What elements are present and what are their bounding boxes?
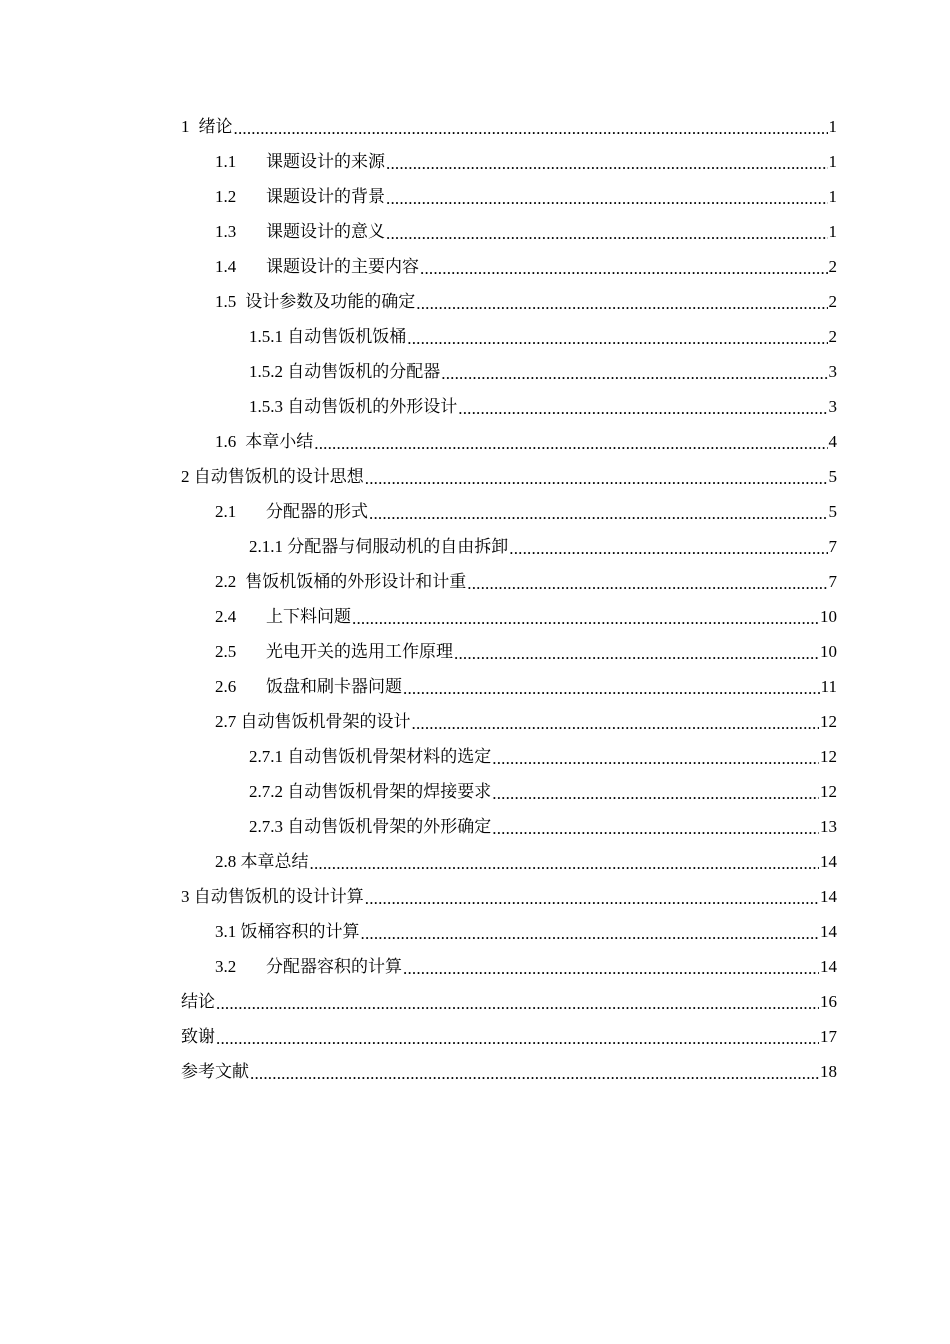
toc-entry[interactable] [181,179,837,214]
toc-entry-title [181,109,233,144]
toc-entry-number: 1.5 [215,292,237,311]
toc-entry[interactable] [181,354,837,389]
toc-entry-page: 3 [828,397,837,416]
toc-entry-number: 1.6 [215,432,237,451]
toc-entry-page: 2 [828,327,837,346]
toc-entry-number: 1.1 [215,152,237,171]
toc-dot-leader [216,1019,819,1054]
toc-entry-number: 1 [181,117,190,136]
toc-entry-title [249,809,491,844]
toc-entry-title [215,704,411,739]
toc-entry[interactable] [181,529,837,564]
toc-entry[interactable] [181,599,837,634]
toc-entry-page: 2 [828,257,837,276]
toc-entry-page: 16 [820,992,837,1011]
toc-entry[interactable] [181,844,837,879]
toc-dot-leader [365,879,819,914]
toc-dot-leader [361,914,820,949]
toc-entry[interactable] [181,984,837,1019]
toc-entry-number: 1.2 [215,187,237,206]
toc-entry-page: 7 [828,572,837,591]
toc-entry-label: 课题设计的主要内容 [266,257,419,276]
toc-entry[interactable] [181,494,837,529]
toc-entry-number: 1.5.1 [249,327,283,346]
toc-entry-title [215,179,385,214]
toc-entry-page: 17 [820,1027,837,1046]
toc-entry[interactable] [181,284,837,319]
toc-entry-title [215,564,466,599]
toc-entry-title [215,494,368,529]
toc-dot-leader [492,739,819,774]
toc-dot-leader [386,214,828,249]
toc-entry-page: 1 [828,222,837,241]
toc-entry-number: 3.2 [215,957,237,976]
toc-entry-title [215,144,385,179]
toc-dot-leader [216,984,819,1019]
toc-entry-label: 结论 [181,992,215,1011]
toc-entry-page: 13 [820,817,837,836]
toc-entry-title [215,914,360,949]
toc-entry-page: 12 [820,782,837,801]
toc-entry-label: 自动售饭机的分配器 [287,362,441,381]
toc-entry[interactable] [181,144,837,179]
toc-entry-title [181,1054,249,1089]
toc-entry-page: 14 [820,922,837,941]
toc-entry-label: 绪论 [198,117,233,136]
toc-entry-number: 2.1 [215,502,237,521]
toc-entry-page: 18 [820,1062,837,1081]
toc-entry[interactable] [181,704,837,739]
toc-entry-label: 课题设计的背景 [266,187,385,206]
toc-entry[interactable] [181,634,837,669]
toc-entry-title [181,984,215,1019]
toc-entry-page: 4 [828,432,837,451]
toc-entry-title [249,319,406,354]
toc-entry-label: 分配器的形式 [266,502,368,521]
toc-entry[interactable] [181,459,837,494]
toc-entry-label: 自动售饭机骨架的外形确定 [287,817,492,836]
toc-dot-leader [403,669,820,704]
toc-entry-label: 售饭机饭桶的外形设计和计重 [245,572,467,591]
toc-entry-number: 2.7.2 [249,782,283,801]
toc-entry[interactable] [181,564,837,599]
toc-entry-page: 3 [828,362,837,381]
toc-entry-page: 12 [820,747,837,766]
toc-entry-page: 1 [828,152,837,171]
toc-entry-title [215,949,402,984]
toc-entry-number: 2.1.1 [249,537,283,556]
toc-entry-label: 上下料问题 [266,607,351,626]
toc-dot-leader [369,494,828,529]
toc-dot-leader [492,809,819,844]
toc-entry-title [215,284,415,319]
toc-entry-label: 自动售饭机的外形设计 [287,397,458,416]
toc-entry-number: 3.1 [215,922,237,941]
toc-dot-leader [407,319,827,354]
toc-entry-title [215,634,453,669]
toc-entry[interactable] [181,319,837,354]
toc-entry-label: 饭盘和刷卡器问题 [266,677,402,696]
toc-entry-number: 2.5 [215,642,237,661]
toc-entry-page: 12 [820,712,837,731]
toc-entry-number: 1.5.3 [249,397,283,416]
toc-entry-number: 2.6 [215,677,237,696]
toc-entry-label: 饭桶容积的计算 [240,922,360,941]
toc-entry-title [249,389,457,424]
toc-entry-label: 分配器与伺服动机的自由拆卸 [287,537,509,556]
toc-entry-title [249,774,491,809]
toc-entry-number: 1.3 [215,222,237,241]
toc-entry-title [249,529,508,564]
toc-entry-number: 1.5.2 [249,362,283,381]
toc-entry[interactable] [181,1019,837,1054]
toc-entry[interactable] [181,109,837,144]
toc-entry-page: 10 [820,607,837,626]
toc-entry-label: 致谢 [181,1027,215,1046]
toc-dot-leader [310,844,820,879]
toc-dot-leader [454,634,819,669]
toc-entry-title [181,879,364,914]
toc-entry-label: 自动售饭机饭桶 [287,327,407,346]
toc-entry-number: 2.7.1 [249,747,283,766]
toc-entry-number: 2.7.3 [249,817,283,836]
toc-entry-label: 自动售饭机的设计计算 [193,887,364,906]
toc-entry-label: 参考文献 [181,1062,249,1081]
toc-entry[interactable] [181,914,837,949]
toc-entry[interactable] [181,214,837,249]
toc-entry-title [215,214,385,249]
toc-entry[interactable] [181,249,837,284]
toc-dot-leader [412,704,820,739]
toc-entry-page: 14 [820,957,837,976]
toc-entry-page: 5 [828,502,837,521]
table-of-contents [181,109,837,1089]
toc-dot-leader [416,284,827,319]
toc-entry-label: 自动售饭机骨架材料的选定 [287,747,492,766]
toc-dot-leader [250,1054,819,1089]
toc-entry-page: 2 [828,292,837,311]
toc-entry-number: 2 [181,467,190,486]
toc-dot-leader [441,354,827,389]
toc-entry[interactable] [181,1054,837,1089]
toc-dot-leader [492,774,819,809]
toc-entry-page: 1 [828,117,837,136]
toc-dot-leader [234,109,828,144]
toc-entry-label: 设计参数及功能的确定 [245,292,416,311]
toc-entry-title [215,249,419,284]
toc-entry-page: 10 [820,642,837,661]
toc-dot-leader [365,459,828,494]
toc-entry[interactable] [181,424,837,459]
toc-entry-label: 课题设计的意义 [266,222,385,241]
toc-entry-label: 自动售饭机骨架的设计 [240,712,411,731]
toc-entry-page: 14 [820,887,837,906]
toc-entry[interactable] [181,669,837,704]
toc-entry-number: 2.7 [215,712,237,731]
toc-entry-number: 2.8 [215,852,237,871]
toc-entry[interactable] [181,774,837,809]
toc-entry-title [215,669,402,704]
toc-dot-leader [386,144,828,179]
toc-entry-title [215,844,309,879]
toc-entry-number: 3 [181,887,190,906]
toc-entry[interactable] [181,739,837,774]
toc-entry-page: 7 [828,537,837,556]
toc-entry-label: 本章小结 [245,432,314,451]
toc-entry-page: 1 [828,187,837,206]
toc-entry-title [215,599,351,634]
toc-entry[interactable] [181,949,837,984]
toc-dot-leader [352,599,819,634]
toc-entry-page: 14 [820,852,837,871]
toc-dot-leader [467,564,827,599]
toc-entry[interactable] [181,879,837,914]
toc-dot-leader [403,949,819,984]
toc-dot-leader [420,249,828,284]
toc-entry[interactable] [181,389,837,424]
toc-entry-label: 分配器容积的计算 [266,957,402,976]
toc-dot-leader [509,529,827,564]
toc-entry-label: 课题设计的来源 [266,152,385,171]
toc-entry-title [249,739,491,774]
toc-entry-title [181,459,364,494]
toc-entry-title [215,424,313,459]
toc-entry-label: 光电开关的选用工作原理 [266,642,453,661]
toc-dot-leader [458,389,827,424]
toc-entry-label: 自动售饭机的设计思想 [193,467,364,486]
toc-dot-leader [386,179,828,214]
toc-entry-label: 自动售饭机骨架的焊接要求 [287,782,492,801]
toc-entry-title [249,354,440,389]
toc-entry-number: 2.4 [215,607,237,626]
toc-entry-number: 1.4 [215,257,237,276]
toc-entry-page: 5 [828,467,837,486]
toc-entry-label: 本章总结 [240,852,309,871]
toc-dot-leader [314,424,827,459]
toc-entry-page: 11 [820,677,837,696]
toc-entry[interactable] [181,809,837,844]
toc-entry-number: 2.2 [215,572,237,591]
toc-entry-title [181,1019,215,1054]
